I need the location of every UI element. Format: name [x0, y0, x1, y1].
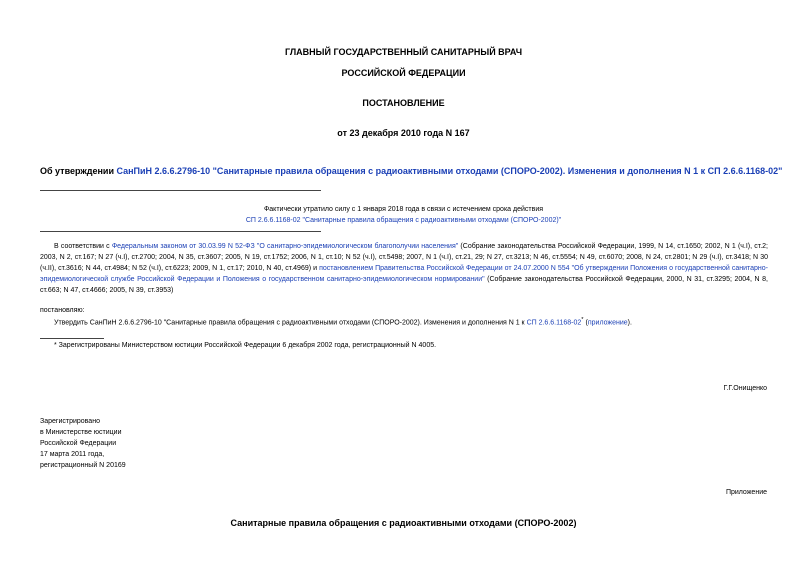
title-link[interactable]: СанПиН 2.6.6.2796-10 "Санитарные правила обращения с радиоактивными отходами (СПОРО-2002). Изменения и дополнения N 1 к СП 2.6.6.1168-02"	[116, 166, 783, 176]
divider	[40, 190, 321, 191]
registration-line: в Министерстве юстиции	[40, 429, 122, 436]
resolution-label: постановляю:	[40, 307, 85, 314]
registration-line: Российской Федерации	[40, 440, 117, 447]
resolution-text-2: (	[583, 319, 588, 327]
header-line-1: ГЛАВНЫЙ ГОСУДАРСТВЕННЫЙ САНИТАРНЫЙ ВРАЧ	[284, 47, 523, 57]
document-type: ПОСТАНОВЛЕНИЕ	[362, 98, 445, 108]
footnote-text: Зарегистрированы Министерством юстиции Российской Федерации 6 декабря 2002 года, регистрационный N 4005.	[56, 342, 437, 349]
appendix-title: Санитарные правила обращения с радиоактивными отходами (СПОРО-2002)	[230, 518, 577, 528]
preamble-paragraph	[40, 241, 768, 296]
footnote-ref: *	[581, 317, 584, 323]
registration-line: регистрационный N 20169	[40, 462, 126, 469]
date-number: от 23 декабря 2010 года N 167	[337, 128, 470, 138]
status-note-line-1: Фактически утратило силу с 1 января 2018 года в связи с истечением срока действия	[263, 206, 544, 213]
appendix-label: Приложение	[725, 489, 767, 496]
preamble-text-1: В соответствии с	[54, 243, 112, 250]
sp-link[interactable]: СП 2.6.6.1168-02	[526, 319, 582, 327]
resolution-text-1: Утвердить СанПиН 2.6.6.2796-10 "Санитарные правила обращения с радиоактивными отходами (СПОРО-2002). Изменения и дополнения N 1 к	[54, 319, 527, 327]
footnote-divider	[40, 338, 104, 339]
registration-line: 17 марта 2011 года,	[40, 451, 105, 458]
document-title	[40, 166, 783, 176]
appendix-link[interactable]: приложение	[587, 319, 628, 327]
preamble-text-2: (Собрание законодательства Российской Федерации, 1999, N 14, ст.1650; 2002, N 1 (ч.I), ст.2; 2003, N 2, ст.167; N 27 (ч.I), ст.2700; 2004, N 35, ст.3607; 2005, N 19, ст.1752; 2006, N 1, ст.10; N 52 (ч.I), ст.5498; 2007, N 1 (ч.I), ст.21, 29; N 27, ст.3213; N 46, ст.5554; N 49, ст.6070; 2008, N 24, ст.2801; N 29 (ч.I), ст.3418; N 30 (ч.II), ст.3616; N 44, ст.4984; N 52 (ч.I), ст.6223; 2009, N 1, ст.17; 2010, N 40, ст.4969) и	[40, 243, 768, 272]
header-line-2: РОССИЙСКОЙ ФЕДЕРАЦИИ	[341, 68, 466, 78]
signature: Г.Г.Онищенко	[723, 385, 767, 392]
registration-line: Зарегистрировано	[40, 418, 100, 425]
government-decree-link[interactable]: постановлением Правительства Российской Федерации от 24.07.2000 N 554 "Об утверждении Положения о государственной санитарно-эпидемиологической службе Российской Федерации и Положения о государственном санитарно-эпидемиологическом нормировании"	[40, 265, 768, 283]
resolution-text-3: ).	[627, 319, 632, 327]
registration-block	[40, 416, 126, 471]
status-note-link[interactable]: СП 2.6.6.1168-02 "Санитарные правила обращения с радиоактивными отходами (СПОРО-2002)"	[245, 217, 562, 224]
resolution-text	[54, 315, 774, 328]
federal-law-link[interactable]: Федеральным законом от 30.03.99 N 52-ФЗ "О санитарно-эпидемиологическом благополучии населения"	[111, 243, 459, 250]
footnote-marker: *	[54, 342, 57, 349]
footnote	[54, 340, 436, 351]
divider	[40, 231, 321, 232]
preamble-text-3: (Собрание законодательства Российской Федерации, 2000, N 31, ст.3295; 2004, N 8, ст.663; N 47, ст.4666; 2005, N 39, ст.3953)	[40, 276, 768, 294]
title-prefix: Об утверждении	[40, 166, 117, 176]
